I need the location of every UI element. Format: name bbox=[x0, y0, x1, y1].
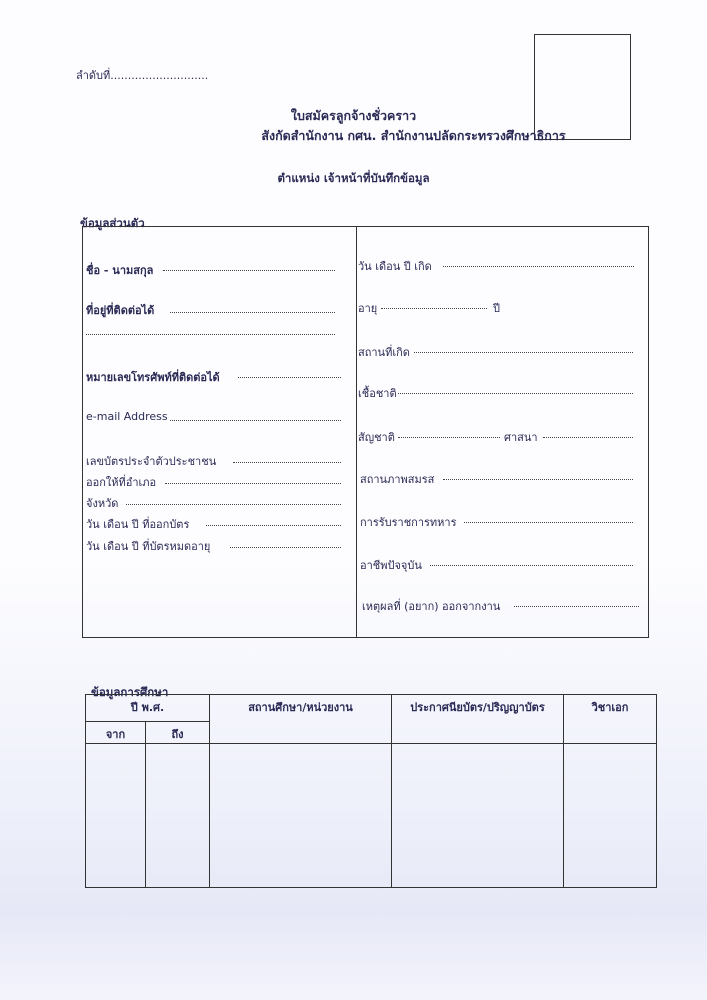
issue-date-field[interactable] bbox=[206, 525, 341, 526]
email-field[interactable] bbox=[170, 420, 341, 421]
birthplace-label: สถานที่เกิด bbox=[358, 346, 410, 359]
major-cell[interactable] bbox=[564, 744, 657, 888]
age-label: อายุ bbox=[358, 302, 378, 315]
expiry-date-label: วัน เดือน ปี ที่บัตรหมดอายุ bbox=[86, 540, 211, 553]
religion-field[interactable] bbox=[543, 437, 633, 438]
position-title: ตำแหน่ง เจ้าหน้าที่บันทึกข้อมูล bbox=[277, 171, 430, 185]
military-label: การรับราชการทหาร bbox=[360, 516, 457, 529]
personal-section-title: ข้อมูลส่วนตัว bbox=[80, 216, 145, 230]
reason-field[interactable] bbox=[514, 606, 639, 607]
province-label: จังหวัด bbox=[86, 497, 119, 510]
nationality-label: สัญชาติ bbox=[358, 431, 395, 444]
birth-date-label: วัน เดือน ปี เกิด bbox=[358, 260, 432, 273]
military-field[interactable] bbox=[464, 522, 633, 523]
institution-header: สถานศึกษา/หน่วยงาน bbox=[210, 695, 392, 744]
birthplace-field[interactable] bbox=[414, 352, 633, 353]
institution-cell[interactable] bbox=[210, 744, 392, 888]
to-year-cell[interactable] bbox=[146, 744, 210, 888]
address-label: ที่อยู่ที่ติดต่อได้ bbox=[86, 304, 155, 317]
form-affiliation: สังกัดสำนักงาน กศน. สำนักงานปลัดกระทรวงศึกษาธิการ bbox=[261, 128, 566, 143]
issued-district-field[interactable] bbox=[165, 483, 341, 484]
issued-district-label: ออกให้ที่อำเภอ bbox=[86, 476, 157, 489]
from-year-header: จาก bbox=[86, 722, 146, 744]
address-field-2[interactable] bbox=[86, 334, 335, 335]
degree-cell[interactable] bbox=[392, 744, 564, 888]
phone-label: หมายเลขโทรศัพท์ที่ติดต่อได้ bbox=[86, 371, 220, 384]
province-field[interactable] bbox=[126, 504, 341, 505]
marital-status-field[interactable] bbox=[443, 479, 633, 480]
personal-info-divider bbox=[356, 226, 357, 638]
id-card-field[interactable] bbox=[233, 462, 341, 463]
age-unit-label: ปี bbox=[493, 302, 500, 315]
email-label: e-mail Address bbox=[86, 410, 168, 423]
year-header: ปี พ.ศ. bbox=[86, 695, 210, 722]
to-year-header: ถึง bbox=[146, 722, 210, 744]
name-field[interactable] bbox=[163, 270, 335, 271]
form-title: ใบสมัครลูกจ้างชั่วคราว bbox=[290, 108, 417, 123]
degree-header: ประกาศนียบัตร/ปริญญาบัตร bbox=[392, 695, 564, 744]
marital-status-label: สถานภาพสมรส bbox=[360, 473, 435, 486]
from-year-cell[interactable] bbox=[86, 744, 146, 888]
education-table bbox=[85, 694, 657, 888]
occupation-field[interactable] bbox=[430, 565, 633, 566]
issue-date-label: วัน เดือน ปี ที่ออกบัตร bbox=[86, 518, 190, 531]
address-field-1[interactable] bbox=[170, 312, 335, 313]
major-header: วิชาเอก bbox=[564, 695, 657, 744]
sequence-number-label: ลำดับที่............................ bbox=[76, 69, 209, 82]
birth-date-field[interactable] bbox=[443, 266, 634, 267]
education-section-title: ข้อมูลการศึกษา bbox=[91, 685, 169, 699]
phone-field[interactable] bbox=[238, 377, 341, 378]
age-field[interactable] bbox=[381, 308, 487, 309]
ethnicity-label: เชื้อชาติ bbox=[358, 387, 397, 400]
reason-label: เหตุผลที่ (อยาก) ออกจากงาน bbox=[362, 600, 501, 613]
nationality-field[interactable] bbox=[398, 437, 500, 438]
ethnicity-field[interactable] bbox=[398, 393, 633, 394]
id-card-label: เลขบัตรประจำตัวประชาชน bbox=[86, 455, 217, 468]
name-label: ชื่อ - นามสกุล bbox=[86, 264, 154, 277]
religion-label: ศาสนา bbox=[504, 431, 538, 444]
occupation-label: อาชีพปัจจุบัน bbox=[360, 559, 422, 572]
expiry-date-field[interactable] bbox=[230, 547, 341, 548]
